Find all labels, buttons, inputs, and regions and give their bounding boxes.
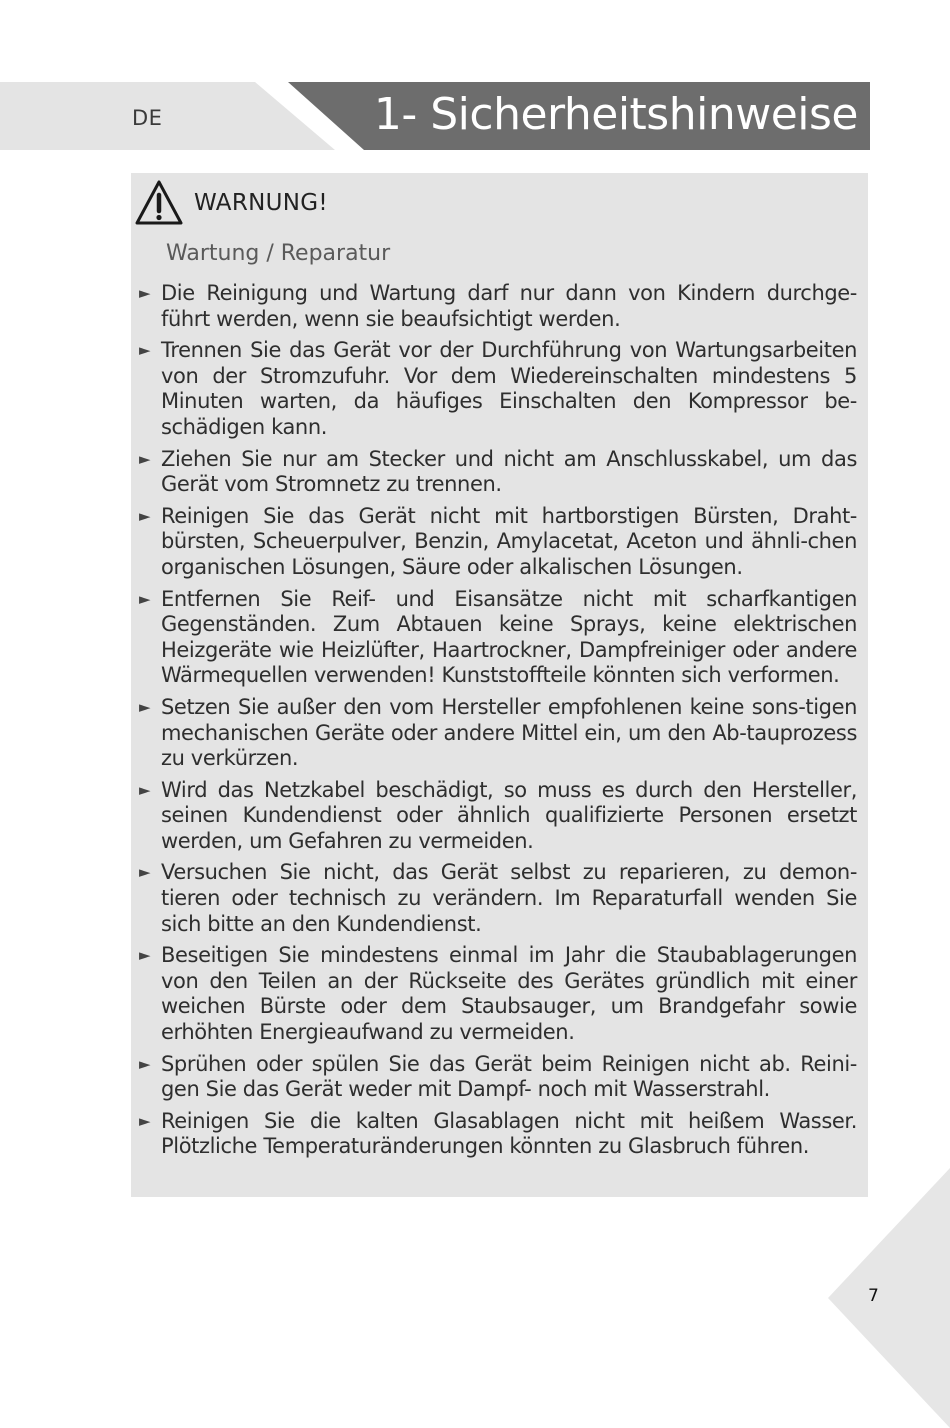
list-item <box>137 281 857 332</box>
bullet-arrow-icon: ► <box>139 946 151 965</box>
list-item-text: Trennen Sie das Gerät vor der Durchführung von Wartungsarbeiten von der Stromzufuhr. Vor dem Wiedereinschalten mindestens 5 Minuten warten, da häufiges Einschalten den Kompressor be-schädigen kann. <box>161 338 857 439</box>
list-item <box>137 338 857 440</box>
list-item-text: Entfernen Sie Reif- und Eisansätze nicht mit scharfkantigen Gegenständen. Zum Abtauen keine Sprays, keine elektrischen Heizgeräte wie Heizlüfter, Haartrockner, Dampfreiniger oder andere Wärmequellen verwenden! Kunststoffteile könnten sich verformen. <box>161 586 857 688</box>
bullet-arrow-icon: ► <box>139 284 151 302</box>
bullet-arrow-icon: ► <box>139 780 151 799</box>
list-item-text: Ziehen Sie nur am Stecker und nicht am Anschlusskabel, um das Gerät vom Stromnetz zu trennen. <box>161 446 857 497</box>
section-subtitle: Wartung / Reparatur <box>166 241 391 266</box>
language-label: DE <box>132 106 163 130</box>
bullet-arrow-icon: ► <box>139 1054 151 1073</box>
list-item <box>137 504 857 581</box>
bullet-arrow-icon: ► <box>139 449 151 468</box>
list-item-text: Reinigen Sie das Gerät nicht mit hartborstigen Bürsten, Draht-bürsten, Scheuerpulver, Benzin, Amylacetat, Aceton und ähnli-chen organischen Lösungen, Säure oder alkalischen Lösungen. <box>161 503 857 579</box>
page-corner-decoration <box>828 1168 950 1428</box>
list-item <box>137 695 857 772</box>
bullet-arrow-icon: ► <box>139 697 151 716</box>
list-item-text: Beseitigen Sie mindestens einmal im Jahr die Staubablagerungen von den Teilen an der Rückseite des Gerätes gründlich mit einer weichen Bürste oder dem Staubsauger, um Brandgefahr sowie erhöhten Energieaufwand zu vermeiden. <box>161 943 857 1045</box>
page-number: 7 <box>868 1286 879 1306</box>
warning-title: WARNUNG! <box>194 190 328 216</box>
bullet-arrow-icon: ► <box>139 589 151 608</box>
bullet-arrow-icon: ► <box>139 506 151 525</box>
list-item <box>137 943 857 1045</box>
list-item-text: Wird das Netzkabel beschädigt, so muss es durch den Hersteller, seinen Kundendienst oder ähnlich qualifizierte Personen ersetzt werden, um Gefahren zu vermeiden. <box>161 777 857 853</box>
warning-triangle-icon <box>134 178 184 228</box>
bullet-arrow-icon: ► <box>139 1111 151 1130</box>
list-item-text: Sprühen oder spülen Sie das Gerät beim Reinigen nicht ab. Reini-gen Sie das Gerät weder mit Dampf- noch mit Wasserstrahl. <box>161 1051 857 1102</box>
page-title: 1- Sicherheitshinweise <box>373 89 858 140</box>
bullet-arrow-icon: ► <box>139 341 151 360</box>
list-item-text: Setzen Sie außer den vom Hersteller empfohlenen keine sons-tigen mechanischen Geräte oder andere Mittel ein, um den Ab-tauprozess zu verkürzen. <box>161 694 857 771</box>
safety-list <box>137 281 857 1166</box>
list-item <box>137 587 857 689</box>
language-tab <box>0 82 335 150</box>
list-item-text: Versuchen Sie nicht, das Gerät selbst zu reparieren, zu demon-tieren oder technisch zu verändern. Im Reparaturfall wenden Sie sich bitte an den Kundendienst. <box>161 860 857 936</box>
bullet-arrow-icon: ► <box>139 863 151 882</box>
list-item <box>137 1052 857 1103</box>
list-item-text: Reinigen Sie die kalten Glasablagen nicht mit heißem Wasser. Plötzliche Temperaturänderungen könnten zu Glasbruch führen. <box>161 1108 857 1159</box>
list-item <box>137 1109 857 1160</box>
list-item <box>137 860 857 937</box>
list-item <box>137 447 857 498</box>
list-item <box>137 778 857 855</box>
list-item-text: Die Reinigung und Wartung darf nur dann von Kindern durchge-führt werden, wenn sie beaufsichtigt werden. <box>161 281 857 331</box>
